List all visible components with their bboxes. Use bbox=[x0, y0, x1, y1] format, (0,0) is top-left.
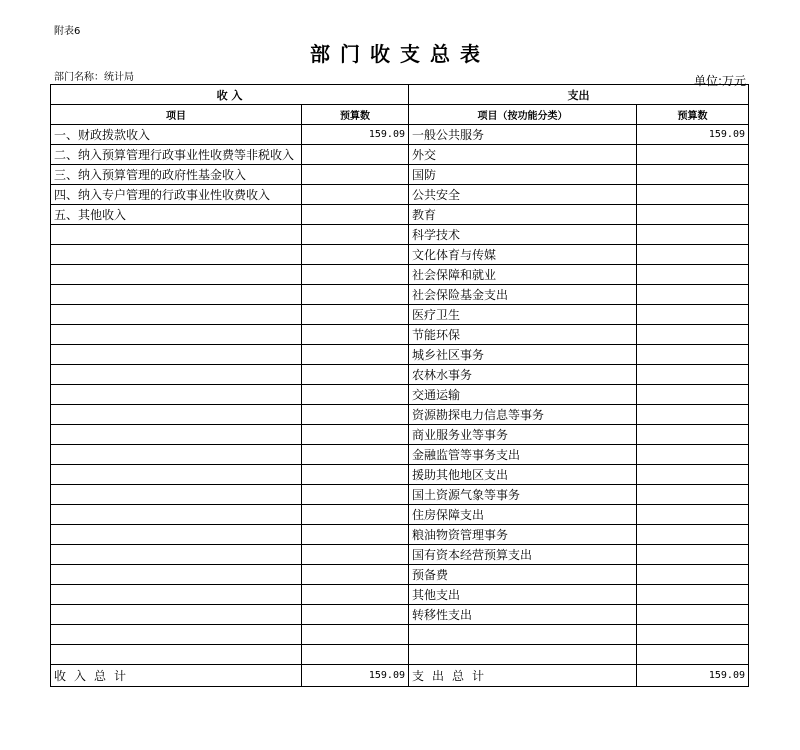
income-item-cell bbox=[51, 545, 302, 565]
exp-item-cell: 外交 bbox=[409, 145, 637, 165]
income-item-cell bbox=[51, 525, 302, 545]
income-section-header: 收 入 bbox=[51, 85, 409, 105]
exp-item-cell: 教育 bbox=[409, 205, 637, 225]
income-amount-cell bbox=[302, 405, 409, 425]
exp-amount-cell bbox=[637, 205, 749, 225]
income-amount-cell bbox=[302, 505, 409, 525]
income-item-cell bbox=[51, 225, 302, 245]
exp-item-cell: 一般公共服务 bbox=[409, 125, 637, 145]
page-title: 部门收支总表 bbox=[310, 42, 490, 66]
exp-item-cell: 其他支出 bbox=[409, 585, 637, 605]
exp-amount-cell bbox=[637, 645, 749, 665]
income-item-cell bbox=[51, 485, 302, 505]
table-row bbox=[51, 245, 749, 265]
exp-amount-cell bbox=[637, 465, 749, 485]
table-row bbox=[51, 125, 749, 145]
income-total-amount: 159.09 bbox=[302, 665, 409, 687]
income-item-cell: 二、纳入预算管理行政事业性收费等非税收入 bbox=[51, 145, 302, 165]
income-item-cell bbox=[51, 345, 302, 365]
exp-item-cell: 交通运输 bbox=[409, 385, 637, 405]
table-row bbox=[51, 505, 749, 525]
unit-label: 单位:万元 bbox=[693, 74, 746, 88]
income-amount-cell bbox=[302, 485, 409, 505]
table-row bbox=[51, 225, 749, 245]
income-item-cell: 三、纳入预算管理的政府性基金收入 bbox=[51, 165, 302, 185]
income-amount-cell bbox=[302, 205, 409, 225]
table-row bbox=[51, 485, 749, 505]
exp-amount-cell bbox=[637, 425, 749, 445]
exp-item-cell: 国有资本经营预算支出 bbox=[409, 545, 637, 565]
table-row bbox=[51, 405, 749, 425]
table-row bbox=[51, 365, 749, 385]
income-amount-cell bbox=[302, 465, 409, 485]
income-item-cell bbox=[51, 585, 302, 605]
exp-item-cell: 城乡社区事务 bbox=[409, 345, 637, 365]
table-row bbox=[51, 345, 749, 365]
summary-table bbox=[50, 84, 749, 687]
exp-amount-cell bbox=[637, 385, 749, 405]
income-item-cell: 一、财政拨款收入 bbox=[51, 125, 302, 145]
exp-amount-cell bbox=[637, 185, 749, 205]
table-row bbox=[51, 545, 749, 565]
income-item-cell bbox=[51, 565, 302, 585]
exp-amount-cell bbox=[637, 605, 749, 625]
income-item-cell bbox=[51, 265, 302, 285]
table-row bbox=[51, 625, 749, 645]
exp-item-cell: 预备费 bbox=[409, 565, 637, 585]
exp-amount-cell bbox=[637, 525, 749, 545]
income-item-cell bbox=[51, 625, 302, 645]
exp-amount-cell bbox=[637, 245, 749, 265]
exp-item-cell: 文化体育与传媒 bbox=[409, 245, 637, 265]
table-row bbox=[51, 305, 749, 325]
income-item-cell bbox=[51, 325, 302, 345]
income-amount-cell bbox=[302, 565, 409, 585]
income-amount-cell bbox=[302, 525, 409, 545]
total-row bbox=[51, 665, 749, 687]
income-budget-header: 预算数 bbox=[302, 105, 409, 125]
table-row bbox=[51, 185, 749, 205]
exp-amount-cell bbox=[637, 265, 749, 285]
income-item-cell bbox=[51, 285, 302, 305]
exp-item-cell: 科学技术 bbox=[409, 225, 637, 245]
exp-amount-cell bbox=[637, 165, 749, 185]
income-item-cell bbox=[51, 445, 302, 465]
exp-item-cell: 金融监管等事务支出 bbox=[409, 445, 637, 465]
income-item-cell: 五、其他收入 bbox=[51, 205, 302, 225]
income-amount-cell bbox=[302, 165, 409, 185]
table-row bbox=[51, 285, 749, 305]
income-item-cell bbox=[51, 645, 302, 665]
exp-amount-cell bbox=[637, 625, 749, 645]
income-amount-cell bbox=[302, 385, 409, 405]
exp-item-cell: 粮油物资管理事务 bbox=[409, 525, 637, 545]
income-item-cell bbox=[51, 385, 302, 405]
income-item-header: 项目 bbox=[51, 105, 302, 125]
exp-total-amount: 159.09 bbox=[637, 665, 749, 687]
income-item-cell: 四、纳入专户管理的行政事业性收费收入 bbox=[51, 185, 302, 205]
exp-item-cell bbox=[409, 625, 637, 645]
exp-amount-cell: 159.09 bbox=[637, 125, 749, 145]
exp-amount-cell bbox=[637, 365, 749, 385]
exp-total-label: 支出总计 bbox=[409, 665, 637, 687]
income-amount-cell bbox=[302, 605, 409, 625]
income-amount-cell bbox=[302, 425, 409, 445]
income-item-cell bbox=[51, 425, 302, 445]
table-row bbox=[51, 325, 749, 345]
income-item-cell bbox=[51, 305, 302, 325]
income-item-cell bbox=[51, 605, 302, 625]
exp-item-cell: 住房保障支出 bbox=[409, 505, 637, 525]
table-row bbox=[51, 385, 749, 405]
exp-item-cell: 商业服务业等事务 bbox=[409, 425, 637, 445]
income-amount-cell: 159.09 bbox=[302, 125, 409, 145]
income-amount-cell bbox=[302, 325, 409, 345]
income-item-cell bbox=[51, 365, 302, 385]
column-header-row bbox=[51, 105, 749, 125]
income-item-cell bbox=[51, 405, 302, 425]
income-amount-cell bbox=[302, 265, 409, 285]
exp-item-cell: 医疗卫生 bbox=[409, 305, 637, 325]
exp-amount-cell bbox=[637, 225, 749, 245]
exp-item-header: 项目（按功能分类） bbox=[409, 105, 637, 125]
exp-item-cell: 国土资源气象等事务 bbox=[409, 485, 637, 505]
exp-item-cell: 农林水事务 bbox=[409, 365, 637, 385]
exp-amount-cell bbox=[637, 585, 749, 605]
income-amount-cell bbox=[302, 545, 409, 565]
exp-item-cell: 资源勘探电力信息等事务 bbox=[409, 405, 637, 425]
income-amount-cell bbox=[302, 245, 409, 265]
exp-amount-cell bbox=[637, 325, 749, 345]
exp-item-cell: 节能环保 bbox=[409, 325, 637, 345]
section-header-row bbox=[51, 85, 749, 105]
income-amount-cell bbox=[302, 185, 409, 205]
annex-label: 附表6 bbox=[54, 26, 81, 37]
exp-item-cell: 社会保障和就业 bbox=[409, 265, 637, 285]
table-row bbox=[51, 525, 749, 545]
table-row bbox=[51, 145, 749, 165]
income-amount-cell bbox=[302, 145, 409, 165]
table-row bbox=[51, 425, 749, 445]
income-amount-cell bbox=[302, 305, 409, 325]
income-amount-cell bbox=[302, 225, 409, 245]
exp-amount-cell bbox=[637, 505, 749, 525]
exp-amount-cell bbox=[637, 305, 749, 325]
table-row bbox=[51, 445, 749, 465]
income-item-cell bbox=[51, 465, 302, 485]
table-row bbox=[51, 465, 749, 485]
income-amount-cell bbox=[302, 445, 409, 465]
exp-amount-cell bbox=[637, 565, 749, 585]
exp-amount-cell bbox=[637, 545, 749, 565]
table-row bbox=[51, 165, 749, 185]
exp-item-cell: 公共安全 bbox=[409, 185, 637, 205]
exp-item-cell: 国防 bbox=[409, 165, 637, 185]
table-row bbox=[51, 645, 749, 665]
exp-amount-cell bbox=[637, 485, 749, 505]
income-item-cell bbox=[51, 505, 302, 525]
table-row bbox=[51, 585, 749, 605]
income-amount-cell bbox=[302, 285, 409, 305]
income-amount-cell bbox=[302, 585, 409, 605]
table-row bbox=[51, 565, 749, 585]
department-label: 部门名称：统计局 bbox=[54, 72, 134, 83]
exp-amount-cell bbox=[637, 345, 749, 365]
table-row bbox=[51, 205, 749, 225]
table-row bbox=[51, 605, 749, 625]
exp-item-cell: 援助其他地区支出 bbox=[409, 465, 637, 485]
exp-amount-cell bbox=[637, 145, 749, 165]
income-amount-cell bbox=[302, 365, 409, 385]
exp-item-cell: 转移性支出 bbox=[409, 605, 637, 625]
exp-amount-cell bbox=[637, 445, 749, 465]
exp-amount-cell bbox=[637, 285, 749, 305]
table-row bbox=[51, 265, 749, 285]
income-item-cell bbox=[51, 245, 302, 265]
exp-item-cell: 社会保险基金支出 bbox=[409, 285, 637, 305]
income-total-label: 收入总计 bbox=[51, 665, 302, 687]
exp-budget-header: 预算数 bbox=[637, 105, 749, 125]
income-amount-cell bbox=[302, 645, 409, 665]
exp-amount-cell bbox=[637, 405, 749, 425]
income-amount-cell bbox=[302, 345, 409, 365]
income-amount-cell bbox=[302, 625, 409, 645]
exp-item-cell bbox=[409, 645, 637, 665]
expenditure-section-header: 支出 bbox=[409, 85, 749, 105]
